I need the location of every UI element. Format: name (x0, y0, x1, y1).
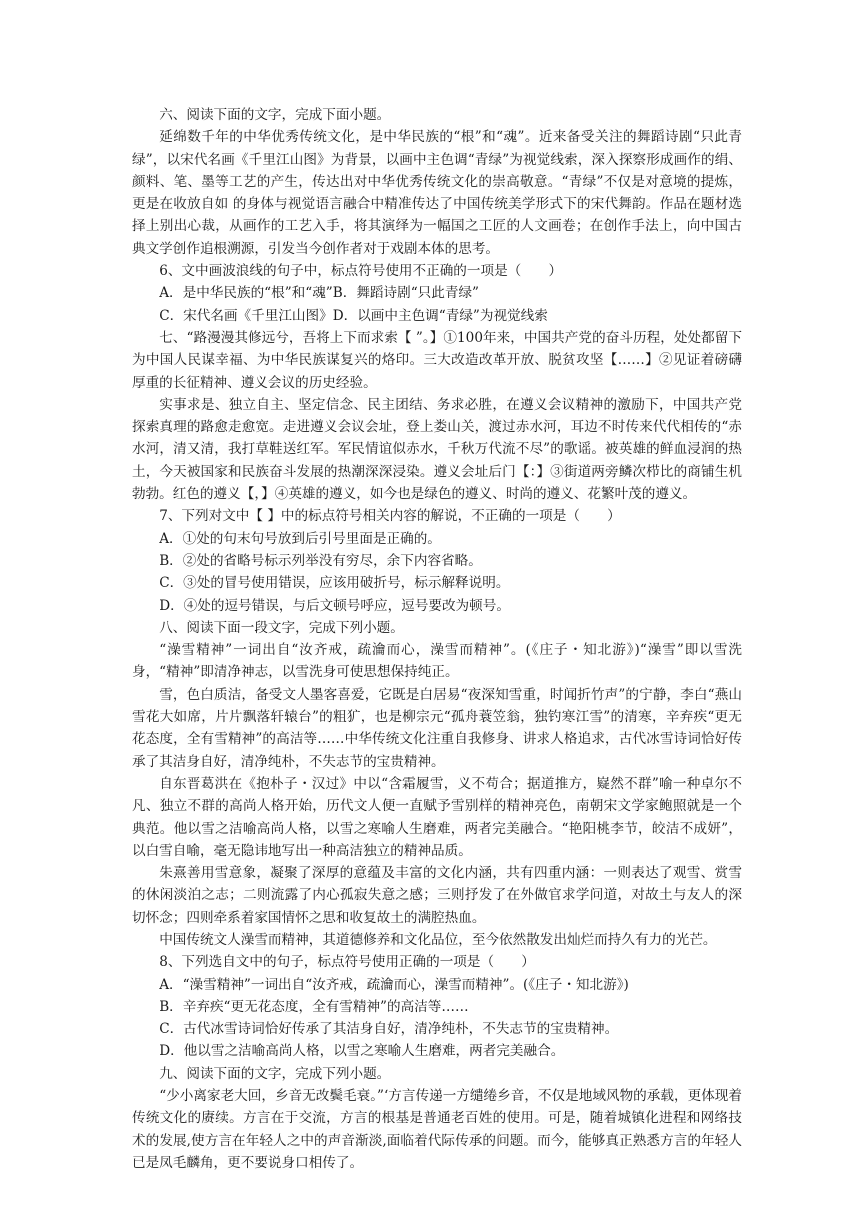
paragraph: 雪，色白质洁，备受文人墨客喜爱，它既是白居易“夜深知雪重，时闻折竹声”的宁静，李白“燕山雪花大如席，片片飘落轩辕台”的粗犷，也是柳宗元“孤舟蓑笠翁，独钓寒江雪”的清寒，辛弃疾“更无花态度，全有雪精神”的高洁等……中华传统文化注重自我修身、讲求人格追求，古代冰雪诗词恰好传承了其洁身自好，清净纯朴，不失志节的宝贵精神。 (132, 686, 742, 770)
option-text: A．“澡雪精神”一词出自“汝齐戒，疏瀹而心，澡雪而精神”。(《庄子・知北游》) (159, 976, 629, 993)
option-row (132, 305, 742, 327)
option-text: D．以画中主色调“青绿”为视觉线索 (332, 307, 548, 324)
paragraph: 实事求是、独立自主、坚定信念、民主团结、务求必胜，在遵义会议精神的激励下，中国共产党探索真理的路愈走愈宽。走进遵义会议会址，登上娄山关，渡过赤水河，耳边不时传来代代相传的“赤水河，清又清，我打草鞋送红军。军民情谊似赤水，千秋万代流不尽”的歌谣。被英雄的鲜血浸润的热土，今天被国家和民族奋斗发展的热潮深深浸染。遵义会址后门【：】③街道两旁鳞次栉比的商铺生机勃勃。红色的遵义【，】④英雄的遵义，如今也是绿色的遵义、时尚的遵义、花繁叶茂的遵义。 (132, 396, 742, 503)
paragraph: 7、下列对文中【 】中的标点符号相关内容的解说，不正确的一项是（ ） (159, 508, 621, 525)
paragraph: 九、阅读下面的文字，完成下列小题。 (159, 1065, 391, 1082)
option-text: D．④处的逗号错误，与后文顿号呼应，逗号要改为顿号。 (159, 597, 510, 614)
paragraph: 七、“路漫漫其修远兮，吾将上下而求索【 ”。】①100年来，中国共产党的奋斗历程，处处都留下为中国人民谋幸福、为中华民族谋复兴的烙印。三大改造改革开放、脱贫攻坚【……】②见证着磅礴厚重的长征精神、遵义会议的历史经验。 (132, 329, 742, 391)
paragraph: 自东晋葛洪在《抱朴子・汉过》中以“含霜履雪，义不苟合；据道推方，嶷然不群”喻一种卓尔不凡、独立不群的高尚人格开始，历代文人便一直赋予雪别样的精神亮色，南朝宋文学家鲍照就是一个典范。他以雪之洁喻高尚人格，以雪之寒喻人生磨难，两者完美融合。“艳阳桃李节，皎洁不成妍”，以白雪自喻，毫无隐讳地写出一种高洁独立的精神品质。 (132, 775, 742, 859)
paragraph: 六、阅读下面的文字，完成下面小题。 (159, 107, 391, 123)
paragraph: “澡雪精神”一词出自“汝齐戒，疏瀹而心，澡雪而精神”。(《庄子・知北游》)“澡雪”即以雪洗身，“精神”即清净神志，以雪洗身可使思想保持纯正。 (132, 642, 742, 681)
option-row (132, 282, 742, 304)
option-text: A．是中华民族的“根”和“魂” (159, 285, 333, 302)
paragraph: 6、文中画波浪线的句子中，标点符号使用不正确的一项是（ ） (159, 263, 563, 280)
paragraph: 朱熹善用雪意象，凝聚了深厚的意蕴及丰富的文化内涵，共有四重内涵：一则表达了观雪、赏雪的休闲淡泊之志；二则流露了内心孤寂失意之感；三则抒发了在外做官求学问道，对故土与友人的深切怀念；四则牵系着家国情怀之思和收复故土的满腔热血。 (132, 865, 742, 926)
paragraph: “少小离家老大回，乡音无改鬓毛衰。”‘方言传递一方缱绻乡音，不仅是地域风物的承载，更体现着传统文化的赓续。方言在于交流，方言的根基是普通老百姓的使用。可是，随着城镇化进程和网络技术的发展,使方言在年轻人之中的声音渐淡,面临着代际传承的问题。而今，能够真正熟悉方言的年轻人已是凤毛麟角，更不要说身口相传了。 (132, 1088, 742, 1171)
paragraph: 延绵数千年的中华优秀传统文化，是中华民族的“根”和“魂”。近来备受关注的舞蹈诗剧“只此青绿”，以宋代名画《千里江山图》为背景，以画中主色调“青绿”为视觉线索，深入探察形成画作的绢、颜料、笔、墨等工艺的产生，传达出对中华优秀传统文化的崇高敬意。“青绿”不仅是对意境的提炼，更是在收放自如 的身体与视觉语言融合中精准传达了中国传统美学形式下的宋代舞韵。作品在题材选择上别出心裁，从画作的工艺入手，将其演绎为一幅国之工匠的人文画卷；在创作手法上，向中国古典文学创作追根溯源，引发当今创作者对于戏剧本体的思考。 (132, 129, 742, 257)
paragraph: 8、下列选自文中的句子，标点符号使用正确的一项是（ ） (159, 954, 535, 971)
option-text: B．辛弃疾“更无花态度，全有雪精神”的高洁等…… (159, 998, 469, 1015)
option-text: D．他以雪之洁喻高尚人格，以雪之寒喻人生磨难，两者完美融合。 (159, 1043, 565, 1060)
option-text: C．宋代名画《千里江山图》 (159, 307, 333, 324)
option-text: B．舞蹈诗剧“只此青绿” (332, 285, 479, 302)
paragraph: 八、阅读下面一段文字，完成下列小题。 (159, 619, 404, 636)
option-text: A．①处的句末句号放到后引号里面是正确的。 (159, 530, 441, 547)
option-text: C．③处的冒号使用错误，应该用破折号，标示解释说明。 (159, 575, 510, 592)
option-text: B．②处的省略号标示列举没有穷尽，余下内容省略。 (159, 552, 482, 569)
paragraph: 中国传统文人澡雪而精神，其道德修养和文化品位，至今依然散发出灿烂而持久有力的光芒。 (159, 931, 717, 948)
option-text: C．古代冰雪诗词恰好传承了其洁身自好，清净纯朴，不失志节的宝贵精神。 (159, 1021, 619, 1038)
